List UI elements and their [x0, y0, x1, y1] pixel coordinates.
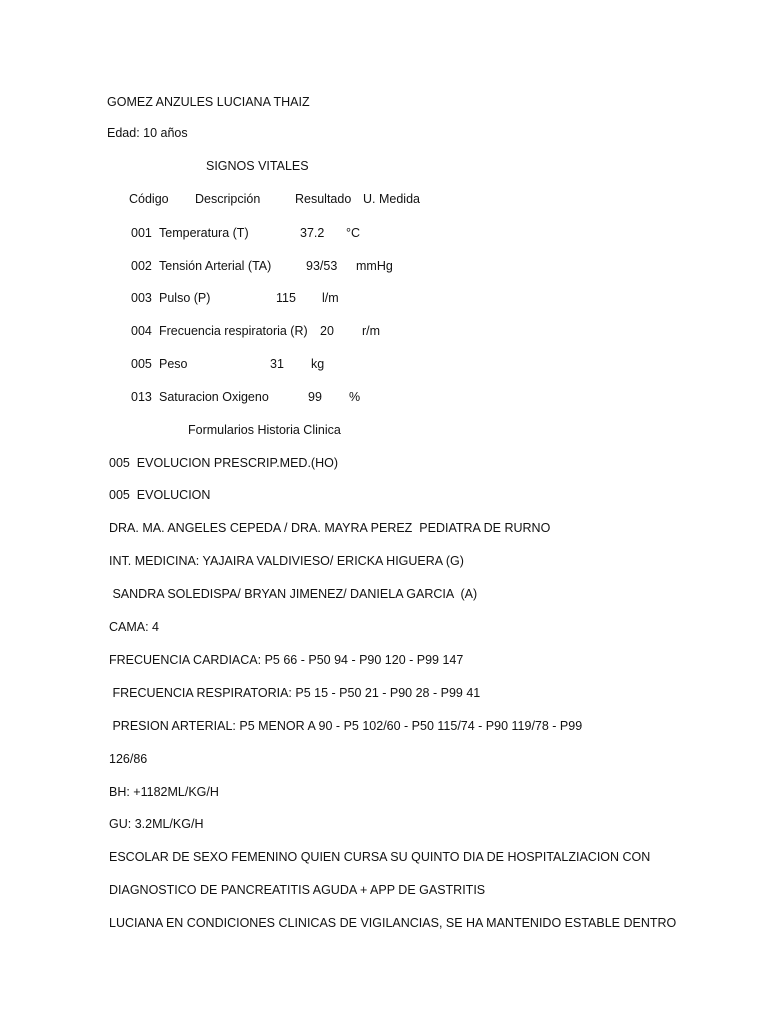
form-line: LUCIANA EN CONDICIONES CLINICAS DE VIGILANCIAS, SE HA MANTENIDO ESTABLE DENTRO — [109, 916, 677, 930]
vital-unit: r/m — [362, 324, 381, 338]
vital-description: Temperatura (T) — [159, 226, 249, 240]
patient-name: GOMEZ ANZULES LUCIANA THAIZ — [107, 95, 310, 109]
vital-unit: l/m — [322, 291, 339, 305]
vital-code: 005 — [131, 357, 152, 371]
form-line: 126/86 — [109, 752, 148, 766]
vital-result: 115 — [276, 291, 296, 305]
form-line: BH: +1182ML/KG/H — [109, 785, 219, 799]
form-line: GU: 3.2ML/KG/H — [109, 817, 204, 831]
form-line: CAMA: 4 — [109, 620, 160, 634]
vital-unit: % — [349, 390, 361, 404]
vital-result: 37.2 — [300, 226, 325, 240]
form-line: 005 EVOLUCION — [109, 488, 211, 502]
form-line: SANDRA SOLEDISPA/ BRYAN JIMENEZ/ DANIELA GARCIA (A) — [109, 587, 478, 601]
header-code: Código — [129, 192, 169, 206]
vital-unit: kg — [311, 357, 325, 371]
vital-description: Pulso (P) — [159, 291, 211, 305]
vital-description: Frecuencia respiratoria (R) — [159, 324, 308, 338]
form-line: 005 EVOLUCION PRESCRIP.MED.(HO) — [109, 456, 338, 470]
vital-result: 99 — [308, 390, 322, 404]
form-line: DRA. MA. ANGELES CEPEDA / DRA. MAYRA PEREZ PEDIATRA DE RURNO — [109, 521, 551, 535]
vital-description: Saturacion Oxigeno — [159, 390, 269, 404]
vital-unit: °C — [346, 226, 361, 240]
header-unit: U. Medida — [363, 192, 420, 206]
vital-description: Tensión Arterial (TA) — [159, 259, 272, 273]
form-line: PRESION ARTERIAL: P5 MENOR A 90 - P5 102/60 - P50 115/74 - P90 119/78 - P99 — [109, 719, 583, 733]
form-line: ESCOLAR DE SEXO FEMENINO QUIEN CURSA SU QUINTO DIA DE HOSPITALZIACION CON — [109, 850, 651, 864]
header-description: Descripción — [195, 192, 261, 206]
vital-code: 004 — [131, 324, 152, 338]
header-result: Resultado — [295, 192, 352, 206]
vital-code: 001 — [131, 226, 152, 240]
vital-code: 003 — [131, 291, 152, 305]
form-line: FRECUENCIA RESPIRATORIA: P5 15 - P50 21 - P90 28 - P99 41 — [109, 686, 481, 700]
vital-code: 013 — [131, 390, 152, 404]
vital-result: 93/53 — [306, 259, 338, 273]
vital-result: 31 — [270, 357, 284, 371]
vital-result: 20 — [320, 324, 334, 338]
form-line: DIAGNOSTICO DE PANCREATITIS AGUDA + APP DE GASTRITIS — [109, 883, 486, 897]
form-line: FRECUENCIA CARDIACA: P5 66 - P50 94 - P90 120 - P99 147 — [109, 653, 464, 667]
forms-title: Formularios Historia Clinica — [188, 423, 341, 437]
patient-age: Edad: 10 años — [107, 126, 188, 140]
vital-description: Peso — [159, 357, 188, 371]
form-line: INT. MEDICINA: YAJAIRA VALDIVIESO/ ERICKA HIGUERA (G) — [109, 554, 464, 568]
vitals-title: SIGNOS VITALES — [206, 159, 309, 173]
vital-code: 002 — [131, 259, 152, 273]
vital-unit: mmHg — [356, 259, 393, 273]
